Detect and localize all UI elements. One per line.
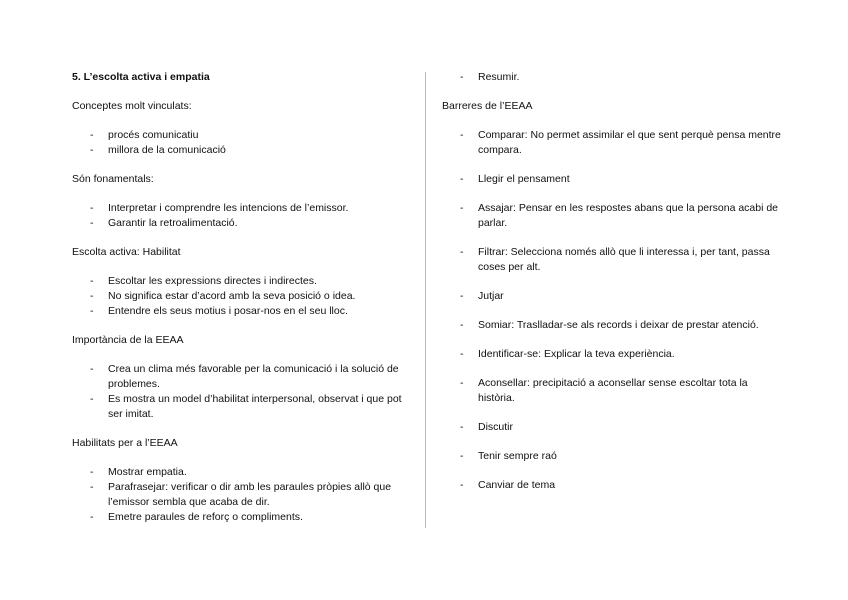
concepts-list [72,128,407,158]
list-item: - Filtrar: Selecciona només allò que li interessa i, per tant, passa coses per alt. [442,245,782,275]
skills-heading: Habilitats per a l’EEAA [72,437,178,449]
list-item: - Interpretar i comprendre les intencions de l’emissor. [72,201,407,216]
barriers-list [442,128,782,493]
list-item: - Entendre els seus motius i posar-nos en el seu lloc. [72,304,407,319]
fundamentals-heading: Són fonamentals: [72,173,154,185]
right-column [442,70,782,493]
section-title: 5. L’escolta activa i empatia [72,71,210,83]
left-column [72,70,407,525]
list-item: - Comparar: No permet assimilar el que sent perquè pensa mentre compara. [442,128,782,158]
fundamentals-list [72,201,407,231]
list-item: - Mostrar empatia. [72,465,407,480]
active-listening-list [72,274,407,319]
importance-list [72,362,407,422]
column-divider [425,72,426,528]
list-item: - Resumir. [442,70,782,85]
list-item: - Garantir la retroalimentació. [72,216,407,231]
list-item: - Discutir [442,420,782,435]
list-item: - Jutjar [442,289,782,304]
list-item: - Parafrasejar: verificar o dir amb les paraules pròpies allò que l’emissor sembla que acaba de dir. [72,480,407,510]
list-item: - Identificar-se: Explicar la teva experiència. [442,347,782,362]
list-item: - Canviar de tema [442,478,782,493]
skills-list [72,465,407,525]
list-item: - No significa estar d’acord amb la seva posició o idea. [72,289,407,304]
list-item: - Es mostra un model d’habilitat interpersonal, observat i que pot ser imitat. [72,392,407,422]
list-item: - Assajar: Pensar en les respostes abans que la persona acabi de parlar. [442,201,782,231]
continued-list [442,70,782,85]
list-item: - Escoltar les expressions directes i indirectes. [72,274,407,289]
active-listening-heading: Escolta activa: Habilitat [72,246,181,258]
list-item: - Crea un clima més favorable per la comunicació i la solució de problemes. [72,362,407,392]
list-item: - Emetre paraules de reforç o compliments. [72,510,407,525]
list-item: - procés comunicatiu [72,128,407,143]
concepts-heading: Conceptes molt vinculats: [72,100,192,112]
barriers-heading: Barreres de l’EEAA [442,100,533,112]
list-item: - Tenir sempre raó [442,449,782,464]
list-item: - Somiar: Traslladar-se als records i deixar de prestar atenció. [442,318,782,333]
list-item: - millora de la comunicació [72,143,407,158]
list-item: - Aconsellar: precipitació a aconsellar sense escoltar tota la història. [442,376,782,406]
importance-heading: Importància de la EEAA [72,334,184,346]
list-item: - Llegir el pensament [442,172,782,187]
